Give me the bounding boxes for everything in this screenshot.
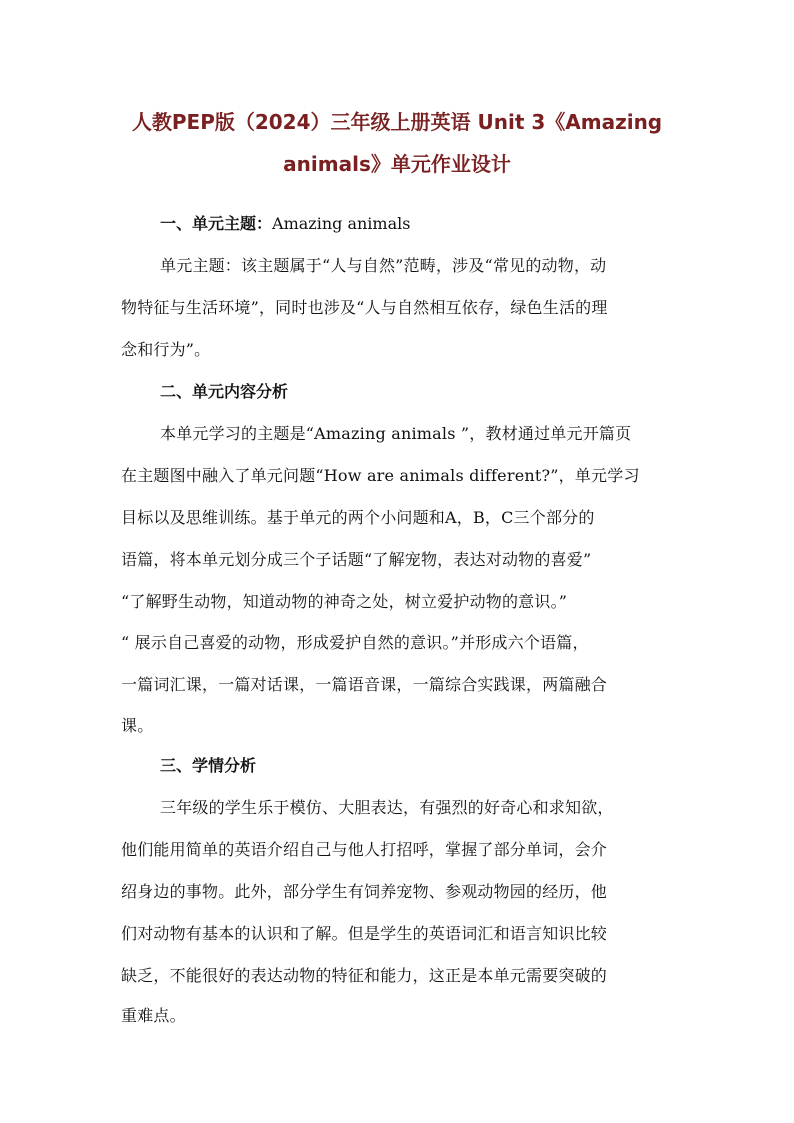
section-heading-theme	[160, 211, 410, 234]
paragraph-line: 一篇词汇课，一篇对话课，一篇语音课，一篇综合实践课，两篇融合	[121, 675, 608, 694]
paragraph-line: “了解野生动物，知道动物的神奇之处，树立爱护动物的意识。”	[121, 592, 568, 611]
paragraph-line: 们对动物有基本的认识和了解。但是学生的英语词汇和语言知识比较	[121, 924, 608, 943]
document-title-line-1: 人教PEP版（2024）三年级上册英语 Unit 3《Amazing	[131, 110, 663, 134]
paragraph-line: 目标以及思维训练。基于单元的两个小问题和A，B，C三个部分的	[121, 508, 595, 527]
paragraph-line: 物特征与生活环境”，同时也涉及“人与自然相互依存，绿色生活的理	[121, 298, 608, 317]
paragraph-line: 三年级的学生乐于模仿、大胆表达，有强烈的好奇心和求知欲，	[160, 798, 614, 817]
section-heading-theme-label: 一、单元主题：	[160, 214, 273, 233]
paragraph-line: 在主题图中融入了单元问题“How are animals different?”，单元学习	[121, 466, 640, 485]
document-title-line-2: animals》单元作业设计	[283, 152, 511, 176]
paragraph-line: 绍身边的事物。此外，部分学生有饲养宠物、参观动物园的经历，他	[121, 882, 608, 901]
paragraph-line: 课。	[121, 716, 154, 735]
paragraph-line: 缺乏，不能很好的表达动物的特征和能力，这正是本单元需要突破的	[121, 966, 608, 985]
paragraph-line: 本单元学习的主题是“Amazing animals ”，教材通过单元开篇页	[160, 424, 632, 443]
section-heading-theme-value: Amazing animals	[272, 214, 411, 233]
section-heading-student-analysis: 三、学情分析	[160, 756, 257, 775]
paragraph-line: 重难点。	[121, 1006, 186, 1025]
paragraph-line: “ 展示自己喜爱的动物，形成爱护自然的意识。”并形成六个语篇，	[121, 633, 589, 652]
paragraph-line: 念和行为”。	[121, 340, 211, 359]
paragraph-line: 单元主题：该主题属于“人与自然”范畴，涉及“常见的动物，动	[160, 256, 607, 275]
section-heading-content-analysis: 二、单元内容分析	[160, 382, 289, 401]
paragraph-line: 语篇，将本单元划分成三个子话题“了解宠物，表达对动物的喜爱”	[121, 550, 592, 569]
paragraph-line: 他们能用简单的英语介绍自己与他人打招呼，掌握了部分单词，会介	[121, 840, 608, 859]
